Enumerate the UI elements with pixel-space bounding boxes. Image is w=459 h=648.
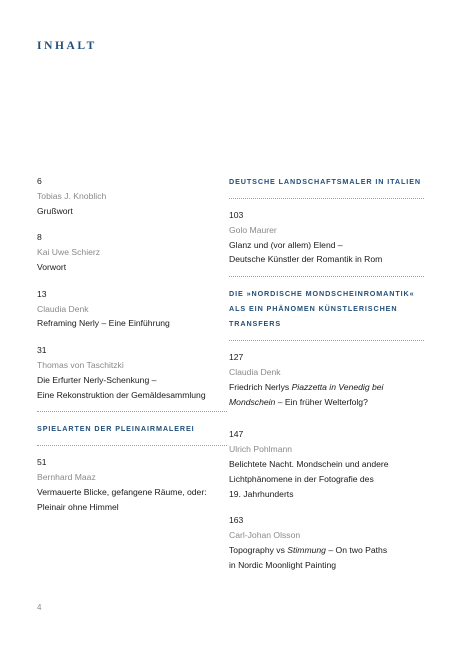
title-text: – On two Paths — [325, 544, 388, 555]
toc-entry[interactable] — [229, 208, 424, 267]
entry-page-number: 127 — [229, 352, 244, 363]
section-heading-line: DIE »NORDISCHE MONDSCHEINROMANTIK« — [229, 289, 415, 299]
entry-author: Carl-Johan Olsson — [229, 530, 301, 541]
entry-page-number: 8 — [37, 232, 42, 243]
section-divider — [229, 198, 424, 199]
entry-title-line: Pleinair ohne Himmel — [37, 501, 119, 512]
entry-author: Golo Maurer — [229, 224, 277, 235]
toc-entry[interactable] — [229, 350, 424, 409]
entry-title-line: Belichtete Nacht. Mondschein und andere — [229, 458, 389, 469]
toc-entry[interactable] — [37, 174, 227, 218]
entry-author: Bernhard Maaz — [37, 472, 96, 483]
entry-title: Vorwort — [37, 261, 67, 272]
toc-entry[interactable] — [229, 427, 424, 501]
entry-title-line: Die Erfurter Nerly-Schenkung – — [37, 374, 157, 385]
toc-entry[interactable] — [37, 343, 227, 402]
entry-title-line — [229, 543, 424, 558]
entry-page-number: 103 — [229, 210, 244, 220]
entry-title-line: in Nordic Moonlight Painting — [229, 559, 337, 570]
entry-title-line — [229, 380, 424, 395]
section-heading-line: ALS EIN PHÄNOMEN KÜNSTLERISCHEN — [229, 304, 398, 314]
toc-entry[interactable] — [229, 513, 424, 572]
entry-page-number: 31 — [37, 345, 47, 356]
toc-entry[interactable] — [37, 230, 227, 274]
entry-author: Ulrich Pohlmann — [229, 444, 293, 455]
section-divider — [37, 411, 227, 412]
entry-title-line: Vermauerte Blicke, gefangene Räume, oder: — [37, 486, 207, 497]
entry-author: Thomas von Taschitzki — [37, 359, 124, 370]
section-heading-line: TRANSFERS — [229, 319, 282, 329]
entry-page-number: 163 — [229, 515, 244, 526]
section-heading: SPIELARTEN DER PLEINAIRMALEREI — [37, 424, 195, 434]
entry-author: Tobias J. Knoblich — [37, 190, 107, 201]
entry-title-line: Eine Rekonstruktion der Gemäldesammlung — [37, 389, 206, 400]
section-divider — [37, 445, 227, 446]
entry-title-line: Glanz und (vor allem) Elend – — [229, 239, 343, 250]
entry-title-line: 19. Jahrhunderts — [229, 488, 294, 499]
entry-title-line — [229, 395, 424, 410]
toc-right-column — [229, 174, 424, 573]
entry-author: Claudia Denk — [229, 366, 281, 377]
entry-author: Kai Uwe Schierz — [37, 247, 101, 258]
title-italic-text: Stimmung — [287, 544, 326, 555]
entry-page-number: 13 — [37, 288, 47, 299]
entry-title-line: Deutsche Künstler der Romantik in Rom — [229, 254, 383, 265]
entry-title: Grußwort — [37, 205, 73, 216]
title-text: Friedrich Nerlys — [229, 381, 292, 392]
entry-page-number: 6 — [37, 176, 42, 186]
title-text: Topography vs — [229, 544, 288, 555]
entry-page-number: 51 — [37, 457, 47, 468]
title-italic-text: Piazzetta in Venedig bei — [291, 381, 384, 392]
title-italic-text: Mondschein — [229, 396, 276, 407]
section-divider — [229, 340, 424, 341]
title-text: – Ein früher Welterfolg? — [275, 396, 368, 407]
entry-page-number: 147 — [229, 429, 244, 440]
page-number: 4 — [37, 603, 42, 612]
entry-author: Claudia Denk — [37, 303, 89, 314]
toc-entry[interactable] — [37, 455, 227, 514]
toc-entry[interactable] — [37, 287, 227, 331]
toc-left-column — [37, 174, 227, 515]
entry-title-line: Lichtphänomene in der Fotografie des — [229, 473, 374, 484]
section-divider — [229, 276, 424, 277]
page-heading: INHALT — [37, 40, 97, 52]
section-heading: DEUTSCHE LANDSCHAFTSMALER IN ITALIEN — [229, 177, 421, 186]
entry-title: Reframing Nerly – Eine Einführung — [37, 318, 170, 329]
